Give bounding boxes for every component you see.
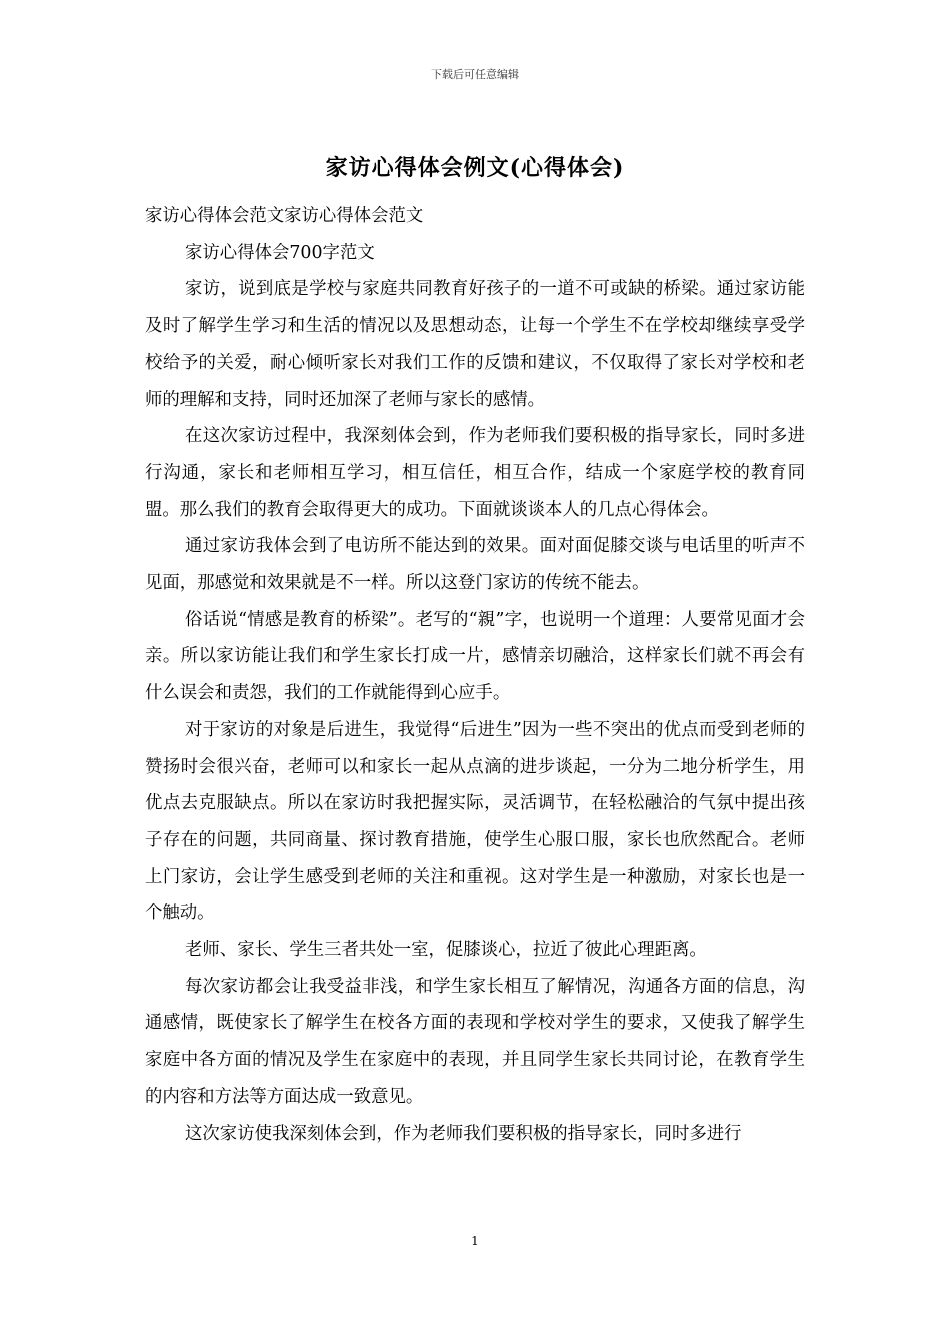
paragraph: 每次家访都会让我受益非浅，和学生家长相互了解情况，沟通各方面的信息，沟通感情，既使家长了解学生在校各方面的表现和学校对学生的要求，又使我了解学生家庭中各方面的情况及学生在家庭中的表现，并且同学生家长共同讨论，在教育学生的内容和方法等方面达成一致意见。 xyxy=(145,976,805,1107)
paragraph-heading: 家访心得体会700字范文 xyxy=(185,242,375,263)
paragraph: 对于家访的对象是后进生，我觉得“后进生”因为一些不突出的优点而受到老师的赞扬时会很兴奋，老师可以和家长一起从点滴的进步谈起，一分为二地分析学生，用优点去克服缺点。所以在家访时我把握实际，灵活调节，在轻松融洽的气氛中提出孩子存在的问题，共同商量、探讨教育措施，使学生心服口服，家长也欣然配合。老师上门家访，会让学生感受到老师的关注和重视。这对学生是一种激励，对家长也是一个触动。 xyxy=(145,719,805,924)
paragraph: 老师、家长、学生三者共处一室，促膝谈心，拉近了彼此心理距离。 xyxy=(185,940,707,961)
paragraph: 通过家访我体会到了电访所不能达到的效果。面对面促膝交谈与电话里的听声不见面，那感觉和效果就是不一样。所以这登门家访的传统不能去。 xyxy=(145,536,805,594)
page-number: 1 xyxy=(471,1234,479,1248)
paragraph: 这次家访使我深刻体会到，作为老师我们要积极的指导家长，同时多进行 xyxy=(185,1123,742,1144)
document-body xyxy=(145,198,805,1152)
paragraph: 在这次家访过程中，我深刻体会到，作为老师我们要积极的指导家长，同时多进行沟通，家长和老师相互学习，相互信任，相互合作，结成一个家庭学校的教育同盟。那么我们的教育会取得更大的成功。下面就谈谈本人的几点心得体会。 xyxy=(145,426,805,520)
paragraph: 家访，说到底是学校与家庭共同教育好孩子的一道不可或缺的桥梁。通过家访能及时了解学生学习和生活的情况以及思想动态，让每一个学生不在学校却继续享受学校给予的关爱，耐心倾听家长对我们工作的反馈和建议，不仅取得了家长对学校和老师的理解和支持，同时还加深了老师与家长的感情。 xyxy=(145,279,805,410)
header-note: 下载后可任意编辑 xyxy=(431,68,519,81)
document-title: 家访心得体会例文(心得体会) xyxy=(325,155,625,181)
paragraph-subtitle: 家访心得体会范文家访心得体会范文 xyxy=(145,206,424,226)
paragraph: 俗话说“情感是教育的桥梁”。老写的“親”字，也说明一个道理：人要常见面才会亲。所以家访能让我们和学生家长打成一片，感情亲切融洽，这样家长们就不再会有什么误会和责怨，我们的工作就能得到心应手。 xyxy=(145,609,805,704)
